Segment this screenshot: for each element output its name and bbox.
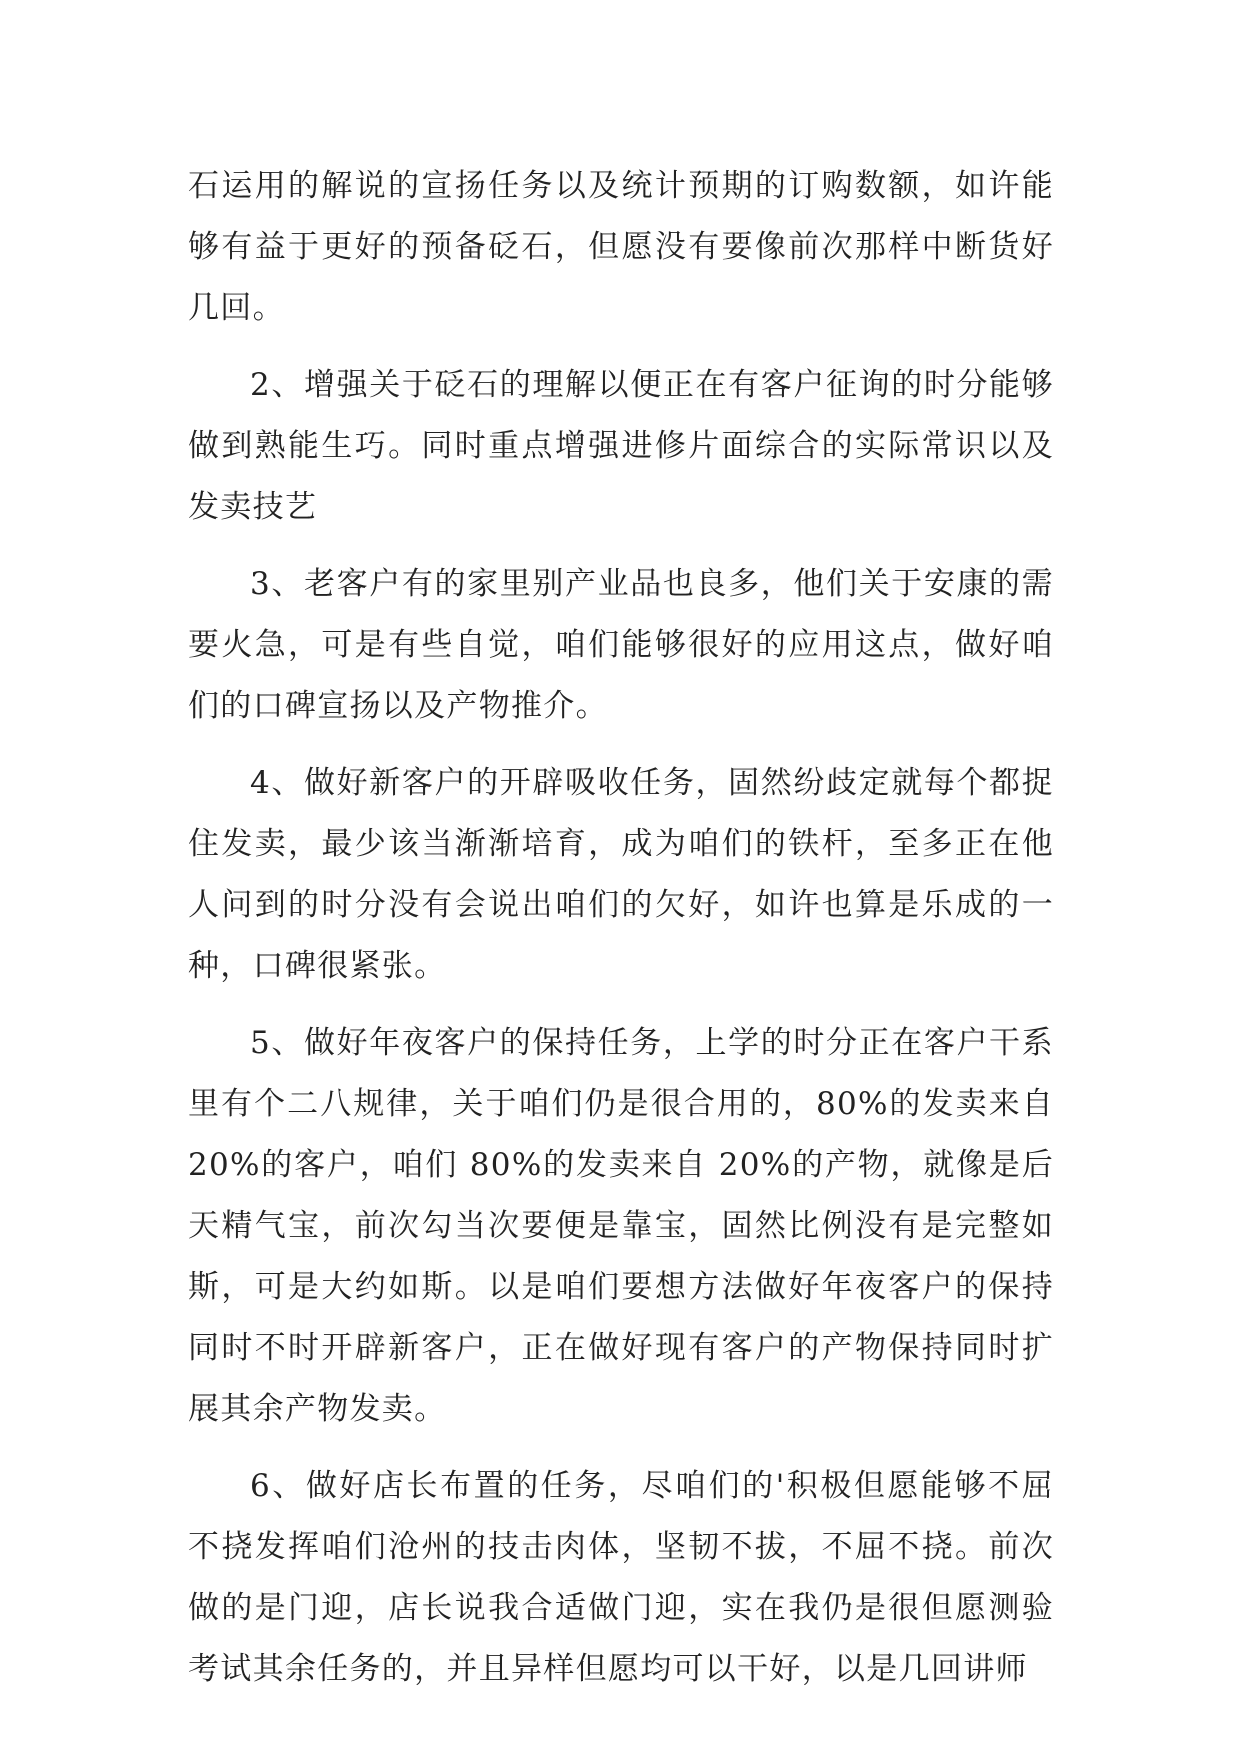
paragraph-item-5: 5、做好年夜客户的保持任务，上学的时分正在客户干系里有个二八规律，关于咱们仍是很合用的，80%的发卖来自 20%的客户，咱们 80%的发卖来自 20%的产物，就像是后天精气宝，前次勾当次要便是靠宝，固然比例没有是完整如斯，可是大约如斯。以是咱们要想方法做好年夜客户的保持同时不时开辟新客户，正在做好现有客户的产物保持同时扩展其余产物发卖。 [188, 1025, 1054, 1427]
paragraph-item-2: 2、增强关于砭石的理解以便正在有客户征询的时分能够做到熟能生巧。同时重点增强进修片面综合的实际常识以及发卖技艺 [188, 367, 1054, 525]
paragraph-item-6: 6、做好店长布置的任务，尽咱们的'积极但愿能够不屈不挠发挥咱们沧州的技击肉体，坚韧不拔，不屈不挠。前次做的是门迎，店长说我合适做门迎，实在我仍是很但愿测验考试其余任务的，并且异样但愿均可以干好，以是几回讲师 [188, 1468, 1054, 1687]
paragraph-continuation: 石运用的解说的宣扬任务以及统计预期的订购数额，如许能够有益于更好的预备砭石，但愿没有要像前次那样中断货好几回。 [188, 168, 1054, 326]
document-body [188, 156, 1054, 1716]
paragraph-item-3: 3、老客户有的家里别产业品也良多，他们关于安康的需要火急，可是有些自觉，咱们能够很好的应用这点，做好咱们的口碑宣扬以及产物推介。 [188, 566, 1054, 724]
paragraph-item-4: 4、做好新客户的开辟吸收任务，固然纷歧定就每个都捉住发卖，最少该当渐渐培育，成为咱们的铁杆，至多正在他人问到的时分没有会说出咱们的欠好，如许也算是乐成的一种，口碑很紧张。 [188, 765, 1054, 984]
